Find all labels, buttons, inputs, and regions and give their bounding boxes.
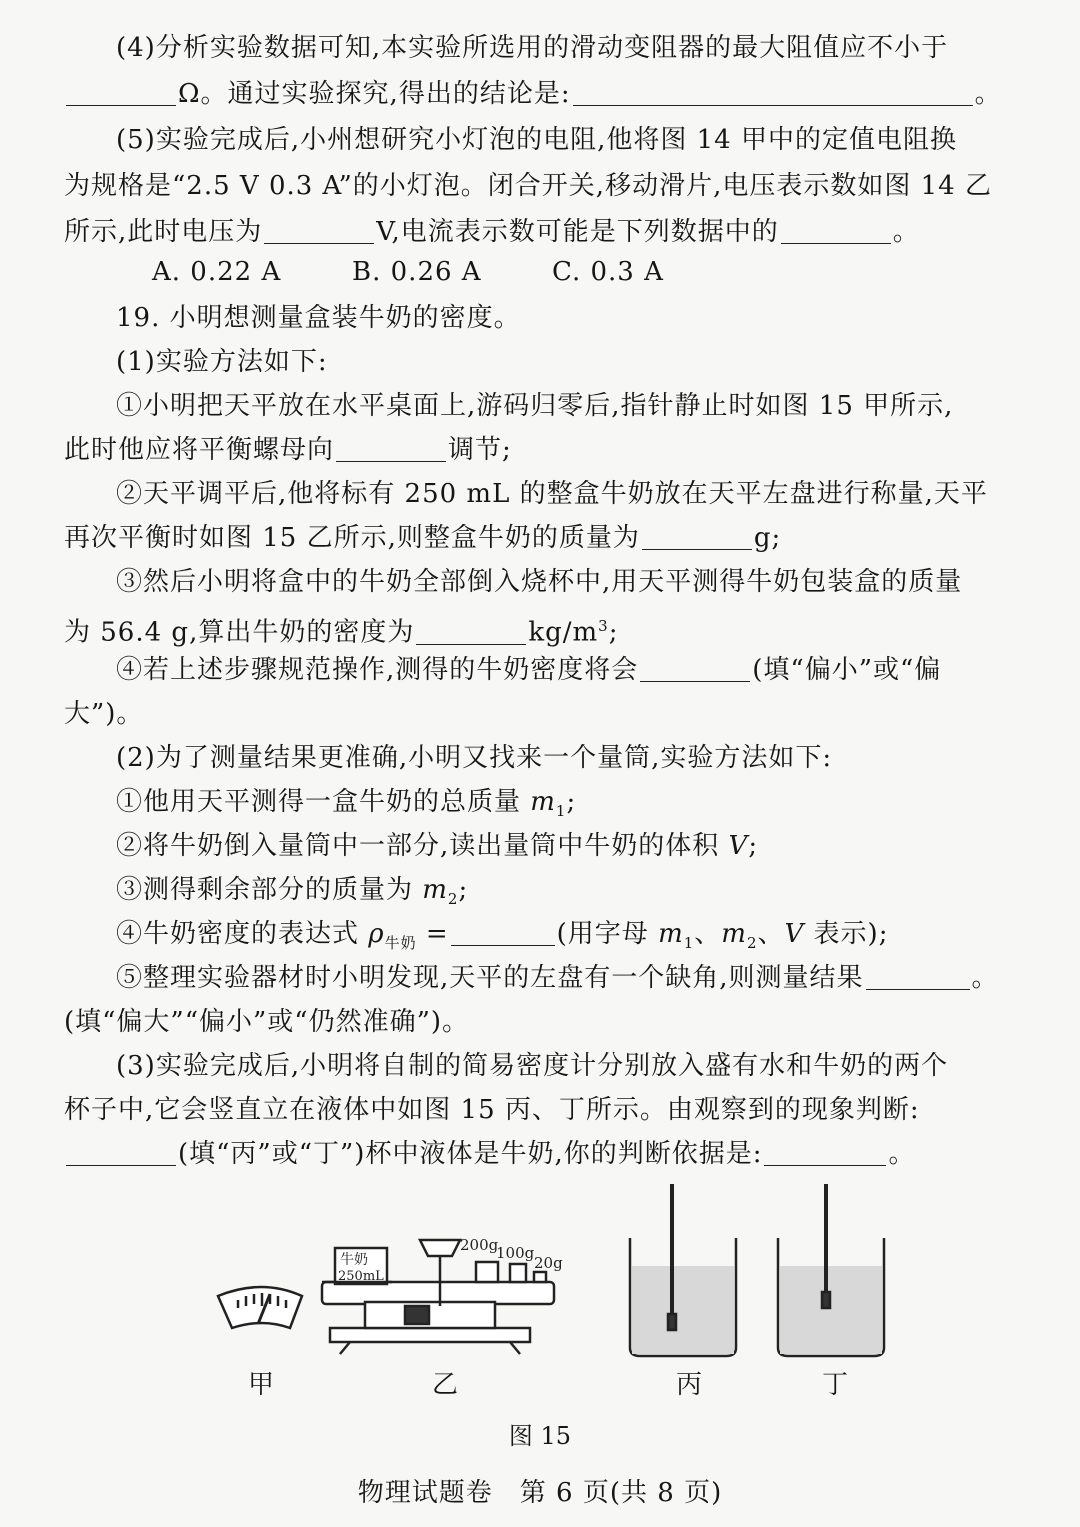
q19-p1-s2-b	[64, 518, 1040, 558]
q19-p2-title: (2)为了测量结果更准确,小明又找来一个量筒,实验方法如下:	[116, 743, 833, 773]
variable: m	[422, 875, 448, 905]
text: 再次平衡时如图 15 乙所示,则整盒牛奶的质量为	[64, 523, 640, 553]
answer-blank[interactable]	[764, 1139, 886, 1166]
q19-p2-s3	[116, 870, 1040, 919]
text: 为规格是“2.5 V 0.3 A”的小灯泡。闭合开关,移动滑片,电压表示数如图 14 乙	[64, 171, 992, 201]
text: 。	[974, 79, 1002, 109]
label-ding: 丁	[822, 1370, 849, 1400]
q19-p1-s3-a: ③然后小明将盒中的牛奶全部倒入烧杯中,用天平测得牛奶包装盒的质量	[116, 567, 963, 597]
variable: m	[721, 919, 747, 949]
balance-pointer-scale	[218, 1287, 302, 1328]
text: 。	[892, 217, 920, 247]
text: ④牛奶密度的表达式	[116, 919, 369, 949]
text: 此时他应将平衡螺母向	[64, 435, 335, 465]
text: 。	[888, 1139, 916, 1169]
q19-p3-a: (3)实验完成后,小明将自制的简易密度计分别放入盛有水和牛奶的两个	[116, 1051, 949, 1081]
q18-4-line1	[116, 28, 1040, 68]
figure-caption: 图 15	[508, 1422, 572, 1450]
q19-p3-b: 杯子中,它会竖直立在液体中如图 15 丙、丁所示。由观察到的现象判断:	[64, 1095, 920, 1125]
text: V,电流表示数可能是下列数据中的	[376, 217, 779, 247]
superscript: 3	[598, 617, 609, 635]
variable: V	[784, 919, 805, 949]
q19-p1-s1-b	[64, 430, 1040, 470]
text: =	[416, 919, 449, 949]
text: ;	[566, 787, 577, 817]
answer-blank[interactable]	[573, 79, 973, 106]
q18-5-line1	[116, 120, 1040, 160]
q19-p3-c	[64, 1134, 1040, 1174]
text: ③测得剩余部分的质量为	[116, 875, 423, 905]
cup-bing	[630, 1184, 736, 1356]
variable: V	[728, 831, 749, 861]
text: ;	[748, 831, 759, 861]
text: (用字母	[556, 919, 659, 949]
subscript: 1	[683, 934, 695, 953]
text: ①他用天平测得一盒牛奶的总质量	[116, 787, 531, 817]
text: 、	[694, 919, 722, 949]
text: (填“偏小”或“偏	[752, 655, 942, 685]
option-a: A. 0.22 A	[152, 257, 282, 287]
answer-blank[interactable]	[416, 618, 526, 645]
option-b: B. 0.26 A	[352, 257, 482, 287]
q18-5-line2	[64, 166, 1040, 206]
label-yi: 乙	[432, 1370, 459, 1400]
q19-p2-s4	[116, 914, 1040, 963]
text: kg/m	[528, 617, 599, 648]
q19-title: 19. 小明想测量盒装牛奶的密度。	[116, 303, 521, 333]
subscript: 牛奶	[384, 934, 417, 953]
text: 、	[757, 919, 785, 949]
q19-p1-s1-a: ①小明把天平放在水平桌面上,游码归零后,指针静止时如图 15 甲所示,	[116, 391, 954, 421]
option-c: C. 0.3 A	[552, 257, 664, 287]
answer-blank[interactable]	[264, 217, 374, 244]
variable: m	[658, 919, 684, 949]
weight-100g: 100g	[496, 1244, 535, 1262]
answer-blank[interactable]	[640, 655, 750, 682]
answer-blank[interactable]	[66, 1139, 176, 1166]
milk-box-volume: 250mL	[338, 1269, 384, 1284]
subscript: 2	[746, 934, 758, 953]
q19-p2-s1	[116, 782, 1040, 831]
subscript: 2	[447, 890, 459, 909]
answer-blank[interactable]	[336, 435, 446, 462]
milk-box-label: 牛奶	[340, 1252, 368, 1268]
q19-p1-s4-a	[116, 650, 1040, 690]
text: g;	[753, 523, 782, 553]
weight-200g: 200g	[460, 1236, 499, 1254]
q19-p2-s5-a	[116, 958, 1040, 998]
text: ④若上述步骤规范操作,测得的牛奶密度将会	[116, 655, 639, 685]
figure-15-drawing	[0, 1178, 1080, 1408]
text: (5)实验完成后,小州想研究小灯泡的电阻,他将图 14 甲中的定值电阻换	[116, 125, 957, 155]
text: (填“丙”或“丁”)杯中液体是牛奶,你的判断依据是:	[178, 1139, 763, 1169]
label-jia: 甲	[248, 1370, 275, 1400]
answer-blank[interactable]	[451, 919, 555, 946]
text: Ω。通过实验探究,得出的结论是:	[178, 79, 571, 109]
text: ⑤整理实验器材时小明发现,天平的左盘有一个缺角,则测量结果	[116, 963, 864, 993]
answer-blank[interactable]	[642, 523, 752, 550]
label-bing: 丙	[676, 1370, 703, 1400]
text: 为 56.4 g,算出牛奶的密度为	[64, 617, 415, 648]
q18-5-options	[152, 252, 1040, 292]
figure-15	[0, 1178, 1080, 1408]
weight-20g: 20g	[534, 1254, 563, 1272]
text: ;	[608, 617, 619, 648]
text: ②将牛奶倒入量筒中一部分,读出量筒中牛奶的体积	[116, 831, 729, 861]
q19-p2-s2	[116, 826, 1040, 866]
answer-blank[interactable]	[66, 79, 176, 106]
q19-p1-s4-c: 大”)。	[64, 699, 144, 729]
text: (4)分析实验数据可知,本实验所选用的滑动变阻器的最大阻值应不小于	[116, 33, 949, 63]
text: ;	[458, 875, 469, 905]
q19-p1-title: (1)实验方法如下:	[116, 347, 328, 377]
q19-p2-s5-c: (填“偏大”“偏小”或“仍然准确”)。	[64, 1007, 470, 1037]
answer-blank[interactable]	[781, 217, 891, 244]
text: 调节;	[448, 435, 512, 465]
q19-p1-s3-b	[64, 606, 1040, 653]
answer-blank[interactable]	[866, 963, 970, 990]
variable: ρ	[368, 919, 385, 949]
q18-5-line3	[64, 212, 1040, 252]
q18-4-line2	[64, 74, 1040, 114]
cup-ding	[778, 1184, 884, 1356]
page-footer: 物理试题卷 第 6 页(共 8 页)	[357, 1478, 723, 1508]
variable: m	[530, 787, 556, 817]
text: 。	[971, 963, 999, 993]
text: 表示);	[804, 919, 889, 949]
subscript: 1	[555, 802, 567, 821]
q19-p1-s2-a: ②天平调平后,他将标有 250 mL 的整盒牛奶放在天平左盘进行称量,天平	[116, 479, 988, 509]
text: 所示,此时电压为	[64, 217, 263, 247]
